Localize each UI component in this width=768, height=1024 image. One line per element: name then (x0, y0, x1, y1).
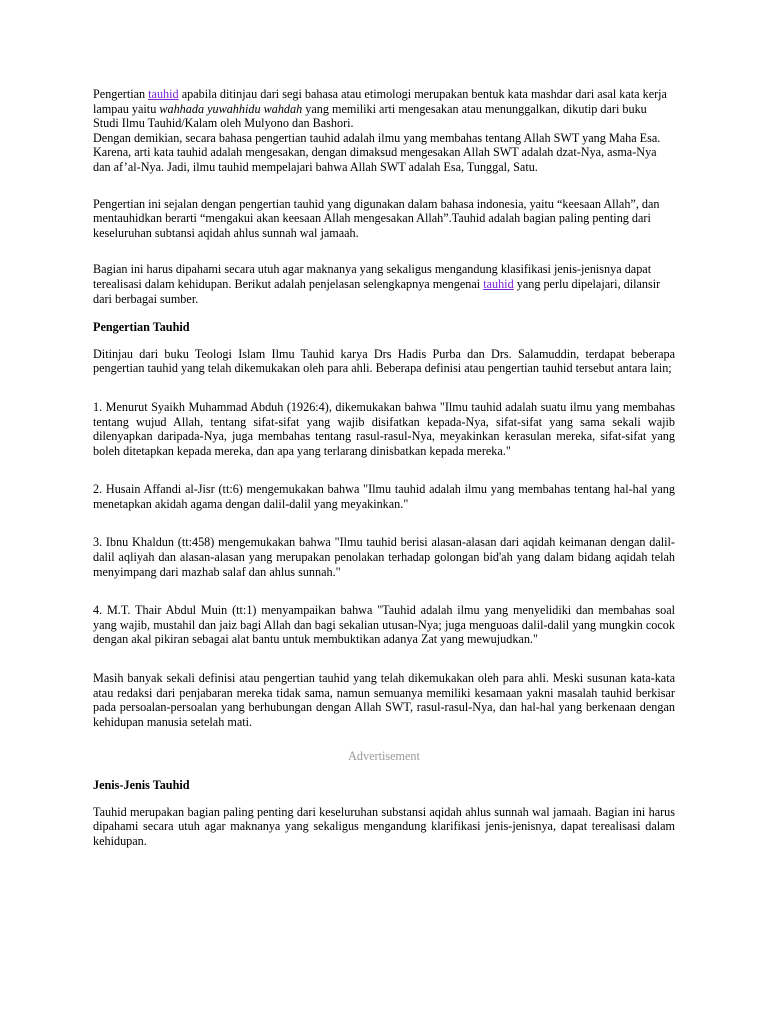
intro-paragraph-1b: Dengan demikian, secara bahasa pengertian tauhid adalah ilmu yang membahas tentang Allah SWT yang Maha Esa. Karena, arti kata tauhid adalah mengesakan, dengan dimaksud mengesakan Allah SWT adalah dzat-Nya, asma-Nya dan af’al-Nya. Jadi, ilmu tauhid mempelajari bahwa Allah SWT adalah Esa, Tunggal, Satu. (93, 130, 661, 174)
tauhid-link-2[interactable]: tauhid (483, 276, 514, 291)
tauhid-link[interactable]: tauhid (148, 87, 179, 101)
section1-closing: Masih banyak sekali definisi atau pengertian tauhid yang telah dikemukakan oleh para ahli. Meski susunan kata-kata atau redaksi dari penjabaran mereka tidak sama, namun semuanya memiliki kesamaan yakni masalah tauhid berkisar pada persoalan-persoalan yang berhubungan dengan Allah SWT, rasul-rasul-Nya, dan hal-hal yang berkenaan dengan kehidupan manusia setelah mati. (93, 671, 675, 729)
definition-3: 3. Ibnu Khaldun (tt:458) mengemukakan bahwa "Ilmu tauhid berisi alasan-alasan dari aqidah keimanan dengan dalil-dalil aqliyah dan alasan-alasan yang merupakan penolakan terhadap golongan bid'ah yang dalam bidang aqidah telah menyimpang dari mazhab salaf dan ahlus sunnah." (93, 535, 675, 579)
section2-intro: Tauhid merupakan bagian paling penting dari keseluruhan substansi aqidah ahlus sunnah wal jamaah. Bagian ini harus dipahami secara utuh agar maknanya yang sekaligus mengandung klarifikasi jenis-jenisnya, dapat terealisasi dalam kehidupan. (93, 804, 675, 848)
advertisement-label: Advertisement (348, 749, 420, 764)
section-heading-jenis: Jenis-Jenis Tauhid (93, 778, 190, 792)
intro-paragraph-1: Pengertian tauhid apabila ditinjau dari segi bahasa atau etimologi merupakan bentuk kata mashdar dari asal kata kerja lampau yaitu wahhada yuwahhidu wahdah yang memiliki arti mengesakan atau menunggalkan, dikutip dari buku Studi Ilmu Tauhid/Kalam oleh Mulyono dan Bashori. (93, 87, 667, 131)
intro-paragraph-2: Pengertian ini sejalan dengan pengertian tauhid yang digunakan dalam bahasa indonesia, yaitu “keesaan Allah”, dan mentauhidkan berarti “mengakui akan keesaan Allah mengesakan Allah”.Tauhid adalah bagian paling penting dari keseluruhan subtansi aqidah ahlus sunnah wal jamaah. (93, 196, 660, 240)
definition-2: 2. Husain Affandi al-Jisr (tt:6) mengemukakan bahwa "Ilmu tauhid adalah ilmu yang membahas tentang hal-hal yang menetapkan akidah agama dengan dalil-dalil yang meyakinkan." (93, 482, 675, 511)
intro-paragraph-3: Bagian ini harus dipahami secara utuh agar maknanya yang sekaligus mengandung klasifikasi jenis-jenisnya dapat terealisasi dalam kehidupan. Berikut adalah penjelasan selengkapnya mengenai tauhid yang perlu dipelajari, dilansir dari berbagai sumber. (93, 262, 661, 306)
section-heading-pengertian: Pengertian Tauhid (93, 320, 190, 335)
section1-intro: Ditinjau dari buku Teologi Islam Ilmu Tauhid karya Drs Hadis Purba dan Drs. Salamuddin, terdapat beberapa pengertian tauhid yang telah dikemukakan oleh para ahli. Beberapa definisi atau pengertian tauhid tersebut antara lain; (93, 346, 675, 376)
article-body (93, 87, 675, 848)
definition-1: 1. Menurut Syaikh Muhammad Abduh (1926:4), dikemukakan bahwa "Ilmu tauhid adalah suatu ilmu yang membahas tentang wujud Allah, tentang sifat-sifat yang wajib disifatkan kepada-Nya, sifat-sifat yang sama sekali wajib dilenyapkan daripada-Nya, juga membahas tentang rasul-rasul-Nya, meyakinkan kerasulan mereka, sifat-sifat yang boleh ditetapkan kepada mereka, dan apa yang terlarang dinisbatkan kepada mereka." (93, 399, 675, 458)
arabic-term: wahhada yuwahhidu wahdah (159, 101, 303, 116)
definition-4: 4. M.T. Thair Abdul Muin (tt:1) menyampaikan bahwa "Tauhid adalah ilmu yang menyelidiki dan membahas soal yang wajib, mustahil dan jaiz bagi Allah dan bagi sekalian utusan-Nya; juga menguoas dalil-dalil yang mungkin cocok dengan akal pikiran sebagai alat bantu untuk membuktikan adanya Zat yang mewujudkan." (93, 603, 675, 647)
